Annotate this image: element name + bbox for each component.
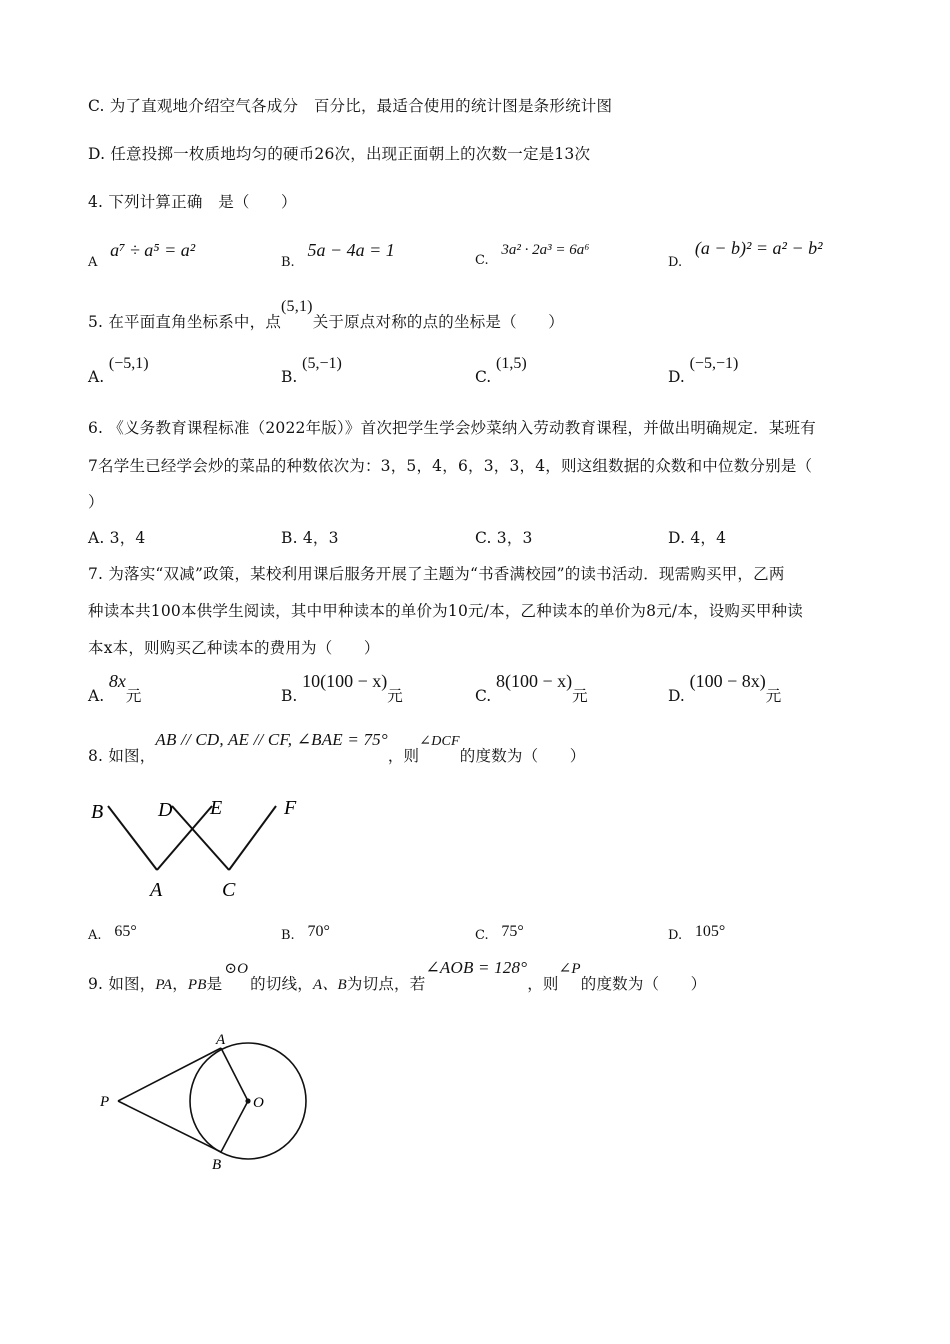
q8-option-a-value: 65° — [114, 923, 137, 940]
q9-pb: PB — [187, 977, 207, 993]
q6-line-1: 6. 《义务教育课程标准（2022年版）》首次把学生学会炒菜纳入劳动教育课程，并做出明确规定．某班有 — [88, 419, 816, 437]
q8-stem-post: 的度数为（ ） — [459, 747, 586, 765]
option-label: D. — [668, 368, 685, 386]
q7-line-2: 种读本共100本供学生阅读，其中甲种读本的单价为10元/本，乙种读本的单价为8元/本，设购买甲种读 — [88, 602, 803, 620]
q9-stem-pre: 9. 如图， — [88, 975, 156, 993]
label-d: D — [158, 799, 173, 821]
q8-option-a — [88, 922, 137, 941]
q8-stem-mid: ，则 — [387, 747, 420, 765]
line-cf — [229, 806, 276, 870]
q9-ab: A、B — [312, 977, 347, 993]
q3-option-c: C. 为了直观地介绍空气各成分 百分比，最适合使用的统计图是条形统计图 — [88, 97, 613, 115]
q6-option-c: C. 3，3 — [475, 529, 533, 547]
label-o: O — [253, 1095, 264, 1111]
radius-ob — [221, 1101, 248, 1152]
q5-stem — [88, 294, 564, 331]
option-label: C. — [475, 687, 492, 705]
q5-option-d — [668, 354, 739, 386]
q6-option-b: B. 4，3 — [281, 529, 339, 547]
q4-option-c-math: 3a² · 2a³ = 6a⁶ — [501, 242, 590, 258]
label-a: A — [216, 1032, 226, 1048]
label-c: C — [222, 879, 236, 901]
option-label: A. — [88, 928, 102, 943]
q6-option-d: D. 4，4 — [668, 529, 727, 547]
q4-option-d — [668, 238, 823, 270]
q9-stem-post: 的度数为（ ） — [580, 975, 707, 993]
q6-line-2: 7名学生已经学会炒的菜品的种数依次为：3，5，4，6，3，3，4，则这组数据的众数和中位数分别是（ — [88, 457, 813, 475]
q9-comma: ， — [172, 975, 188, 993]
q9-circle: ⊙O — [224, 961, 249, 977]
q5-option-d-value: (−5,−1) — [689, 355, 739, 372]
q9-stem — [88, 956, 707, 993]
q7-option-a — [88, 670, 142, 705]
q4-option-a — [88, 240, 196, 270]
q5-point: (5,1) — [281, 298, 313, 315]
option-label: C. — [475, 368, 492, 386]
q8-option-d — [668, 922, 725, 941]
option-label: A. — [88, 368, 105, 386]
q8-option-d-value: 105° — [694, 923, 726, 940]
q9-tangent: 的切线， — [250, 975, 313, 993]
option-label: C. — [475, 253, 489, 268]
q4-option-d-math: (a − b)² = a² − b² — [694, 238, 823, 258]
q5-option-a — [88, 354, 149, 386]
q8-condition: AB // CD, AE // CF, ∠BAE = 75° — [155, 730, 388, 749]
q6-line-3: ） — [88, 493, 104, 511]
option-label: A. — [88, 687, 105, 705]
q5-option-c-value: (1,5) — [496, 355, 527, 372]
option-label: B. — [281, 928, 295, 943]
q8-stem-pre: 8. 如图， — [88, 747, 156, 765]
q8-option-b-value: 70° — [307, 923, 330, 940]
label-b: B — [91, 801, 104, 823]
label-b: B — [212, 1157, 222, 1173]
q9-figure-lines — [118, 1043, 306, 1159]
q8-stem — [88, 728, 586, 765]
center-point — [245, 1098, 250, 1103]
q8-option-b — [281, 922, 330, 941]
q8-angle: ∠DCF — [419, 734, 460, 749]
q7-option-b — [281, 670, 403, 705]
q7-option-a-value: 8x — [108, 671, 126, 691]
q9-figure — [98, 1028, 318, 1176]
q9-as-points: 为切点，若 — [346, 975, 426, 993]
label-e: E — [210, 797, 223, 819]
q8-figure-lines — [108, 806, 276, 870]
q4-option-b — [281, 240, 395, 270]
q5-option-a-value: (−5,1) — [108, 355, 149, 372]
q3-option-d: D. 任意投掷一枚质地均匀的硬币26次，出现正面朝上的次数一定是13次 — [88, 145, 591, 163]
option-label: A — [88, 255, 98, 270]
q7-option-d — [668, 670, 782, 705]
q7-line-1: 7. 为落实“双减”政策，某校利用课后服务开展了主题为“书香满校园”的读书活动．现需购买甲，乙两 — [88, 565, 785, 583]
label-f: F — [284, 797, 297, 819]
q5-option-b — [281, 354, 342, 386]
q7-option-d-unit: 元 — [765, 687, 782, 705]
q7-option-d-value: (100 − 8x) — [689, 671, 766, 691]
q7-option-b-unit: 元 — [387, 687, 403, 705]
tangent-pa — [118, 1048, 221, 1101]
radius-oa — [221, 1048, 248, 1101]
option-label: D. — [668, 928, 683, 943]
option-label: B. — [281, 368, 298, 386]
tangent-pb — [118, 1101, 221, 1152]
q8-option-c-value: 75° — [501, 923, 524, 940]
q7-option-c-unit: 元 — [572, 687, 588, 705]
option-label: C. — [475, 928, 489, 943]
label-a: A — [150, 879, 163, 901]
q5-option-c — [475, 354, 527, 386]
q9-is: 是 — [206, 975, 223, 993]
line-ba — [108, 806, 157, 870]
q4-option-a-math: a⁷ ÷ a⁵ = a² — [110, 240, 196, 260]
q9-angle: ∠P — [558, 961, 581, 977]
option-label: D. — [668, 255, 683, 270]
q9-pa: PA — [155, 977, 173, 993]
q7-option-a-unit: 元 — [125, 687, 142, 705]
q4-option-c — [475, 240, 590, 268]
q8-figure — [88, 790, 308, 905]
q7-option-c — [475, 670, 588, 705]
label-p: P — [100, 1094, 110, 1110]
option-label: B. — [281, 255, 295, 270]
q6-option-a: A. 3，4 — [88, 529, 146, 547]
option-label: B. — [281, 687, 298, 705]
q5-stem-pre: 5. 在平面直角坐标系中，点 — [88, 313, 282, 331]
q9-condition: ∠AOB = 128° — [425, 958, 528, 977]
q4-stem: 4. 下列计算正确 是（ ） — [88, 193, 297, 211]
q5-option-b-value: (5,−1) — [302, 355, 342, 372]
q7-line-3: 本x本，则购买乙种读本的费用为（ ） — [88, 639, 380, 657]
q7-option-b-value: 10(100 − x) — [302, 671, 388, 691]
q7-option-c-value: 8(100 − x) — [496, 671, 573, 691]
q5-stem-post: 关于原点对称的点的坐标是（ ） — [312, 313, 564, 331]
option-label: D. — [668, 687, 685, 705]
q4-option-b-math: 5a − 4a = 1 — [307, 240, 395, 260]
q8-option-c — [475, 922, 524, 941]
q9-then: ，则 — [527, 975, 559, 993]
